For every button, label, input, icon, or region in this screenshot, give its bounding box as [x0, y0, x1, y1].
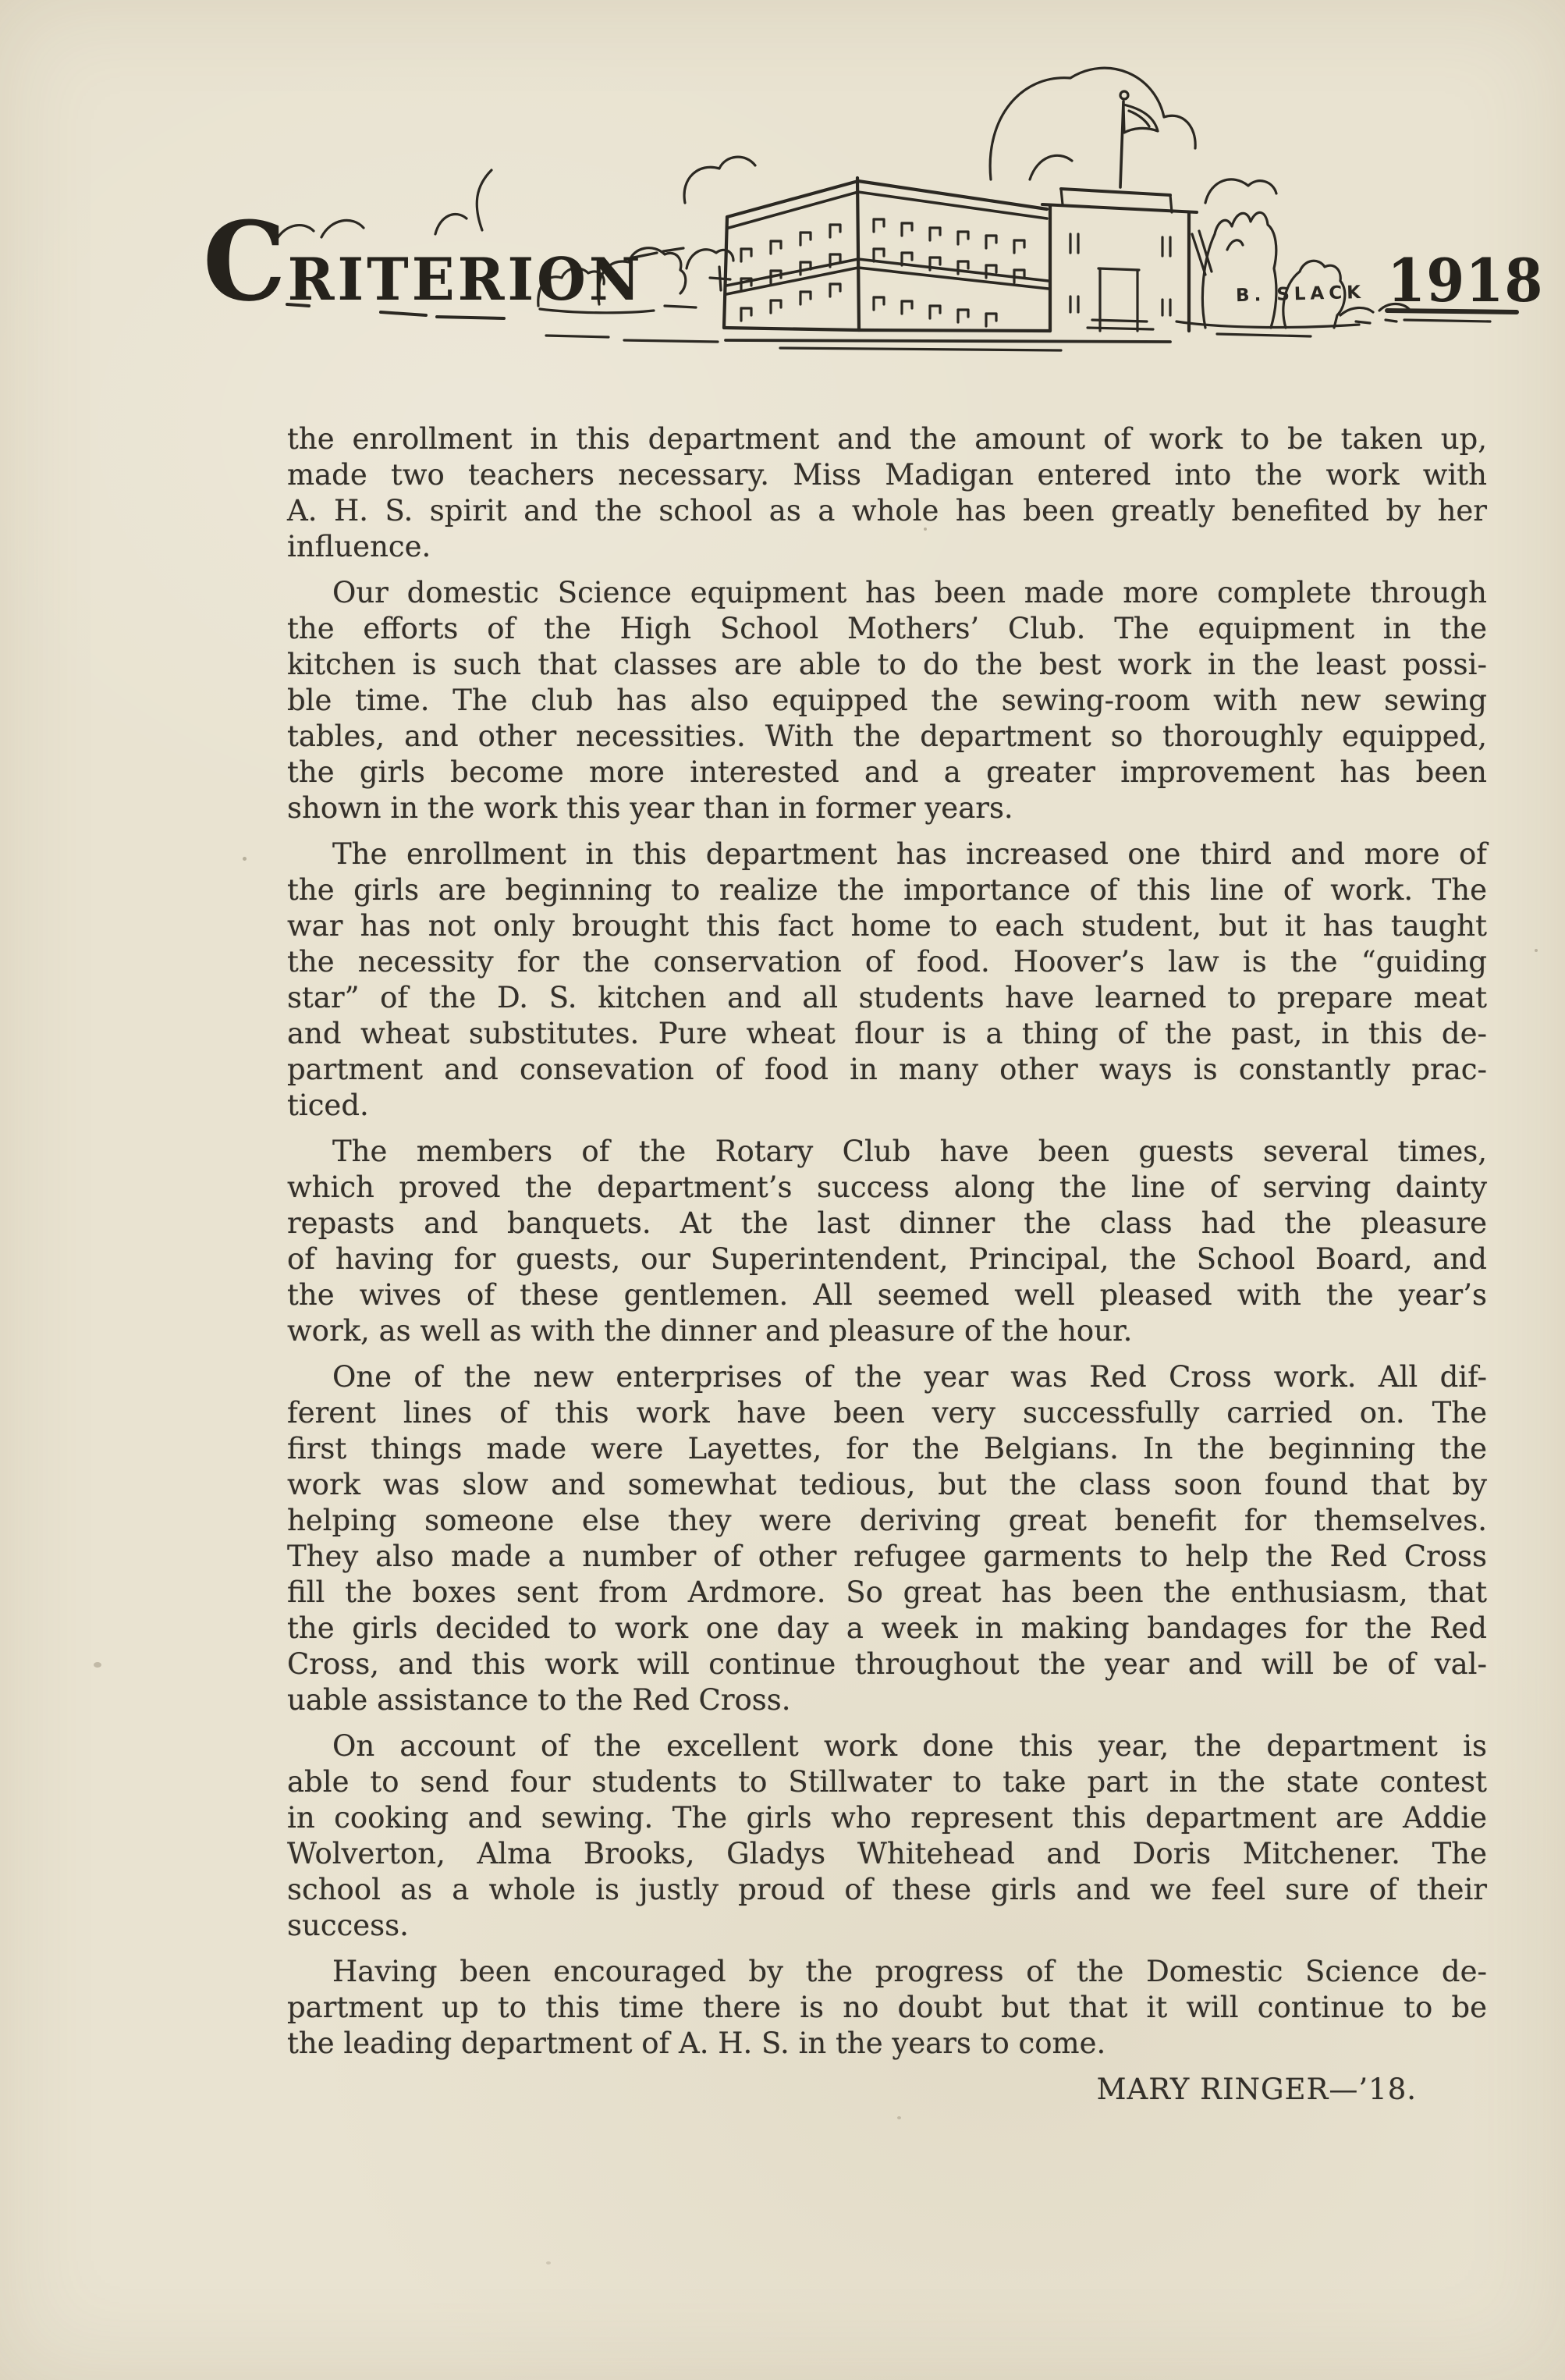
article — [287, 421, 1487, 2108]
paragraph-5: One of the new enterprises of the year was Red Cross work. All dif- ferent lines of this work have been very successfully carried on. The first things made were Layettes, for the Belgians. In the beginning the work was slow and somewhat tedious, but the class soon found that by helping someone else they were deriving great benefit for themselves. They also made a number of other refugee garments to help the Red Cross fill the boxes sent from Ardmore. So great has been the enthusiasm, that the girls decided to work one day a week in making bandages for the Red Cross, and this work will continue throughout the year and will be of val- uable assistance to the Red Cross. — [287, 1360, 1487, 1717]
school-building-illustration-icon — [0, 0, 1565, 390]
paper-speck — [94, 1662, 101, 1668]
paper-speck — [1535, 949, 1538, 952]
paper-speck — [924, 528, 927, 531]
paper-speck — [546, 2261, 551, 2265]
artist-signature-text: B. SLACK — [1235, 282, 1366, 307]
paragraph-3: The enrollment in this department has increased one third and more of the girls are beginning to realize the importance of this line of work. The war has not only brought this fact home to each student, but it has taught the necessity for the conservation of food. Hoover’s law is the “guiding star” of the D. S. kitchen and all students have learned to prepare meat and wheat substitutes. Pure wheat flour is a thing of the past, in this de- partment and consevation of food in many other ways is constantly prac- ticed. — [287, 837, 1487, 1122]
paragraph-1: the enrollment in this department and the amount of work to be taken up, made two teachers necessary. Miss Madigan entered into the work with A. H. S. spirit and the school as a whole has been greatly benefited by her influence. — [287, 422, 1487, 563]
paper-speck — [897, 2116, 901, 2119]
paragraph-2: Our domestic Science equipment has been made more complete through the efforts of the High School Mothers’ Club. The equipment in the kitchen is such that classes are able to do the best work in the least possi- ble time. The club has also equipped the sewing-room with new sewing tables, and other necessities. With the department so thoroughly equipped, the girls become more interested and a greater improvement has been shown in the work this year than in former years. — [287, 576, 1487, 825]
masthead-year: 1918 — [1387, 246, 1544, 315]
paragraph-4: The members of the Rotary Club have been guests several times, which proved the department’s success along the line of serving dainty repasts and banquets. At the last dinner the class had the pleasure of having for guests, our Superintendent, Principal, the School Board, and the wives of these gentlemen. All seemed well pleased with the year’s work, as well as with the dinner and pleasure of the hour. — [287, 1135, 1487, 1348]
paragraph-6: On account of the excellent work done this year, the department is able to send four students to Stillwater to take part in the state contest in cooking and sewing. The girls who represent this department are Addie Wolverton, Alma Brooks, Gladys Whitehead and Doris Mitchener. The school as a whole is justly proud of these girls and we feel sure of their success. — [287, 1729, 1487, 1942]
paragraph-7: Having been encouraged by the progress of the Domestic Science de- partment up to this time there is no doubt but that it will continue to be the leading department of A. H. S. in the years to come. — [287, 1955, 1487, 2060]
byline: MARY RINGER—’18. — [1096, 2073, 1417, 2106]
masthead — [0, 0, 1565, 390]
masthead-title: CRITERION — [203, 197, 644, 326]
paper-speck — [243, 857, 247, 861]
